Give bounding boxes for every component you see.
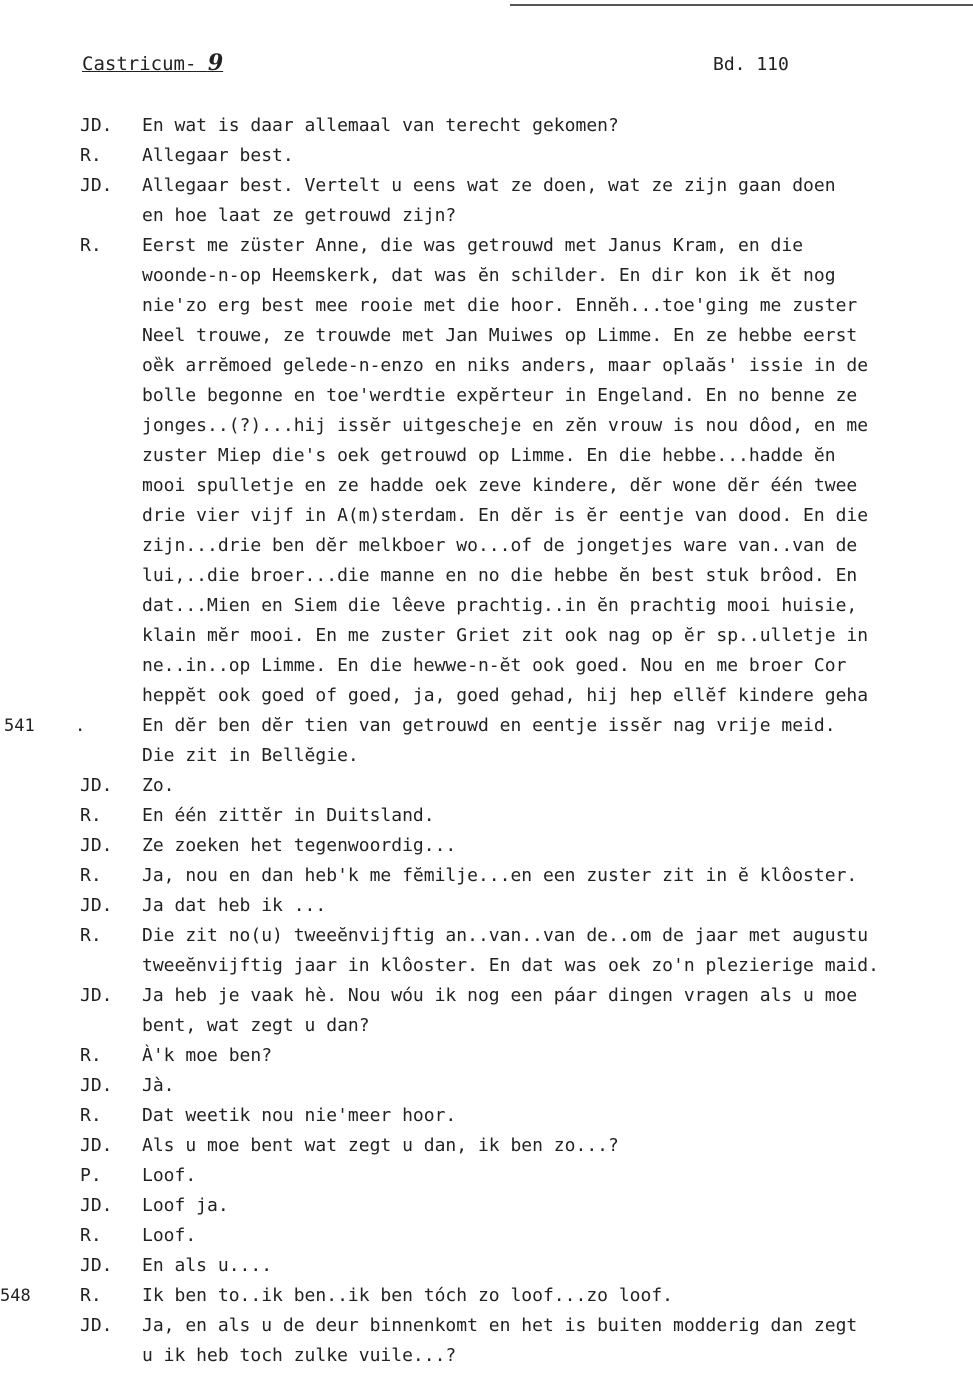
entry-7 bbox=[0, 831, 973, 861]
utterance: Ik ben to..ik ben..ik ben tóch zo loof...zo loof. bbox=[142, 1285, 674, 1306]
entry-5 bbox=[0, 771, 973, 801]
entry-17 bbox=[0, 1191, 973, 1221]
speaker: JD. bbox=[80, 115, 113, 136]
page-number: 9 bbox=[207, 50, 224, 76]
speaker: JD. bbox=[80, 895, 113, 916]
utterance: Ze zoeken het tegenwoordig... bbox=[142, 835, 457, 856]
speaker: JD. bbox=[80, 175, 113, 196]
entry-10 bbox=[0, 921, 973, 981]
utterance: Loof ja. bbox=[142, 1195, 229, 1216]
utterance: Ja heb je vaak hè. Nou wóu ik nog een páar dingen vragen als u moe bent, wat zegt u dan? bbox=[142, 985, 858, 1036]
volume-label: Bd. 110 bbox=[713, 54, 789, 75]
utterance: Allegaar best. bbox=[142, 145, 294, 166]
entry-8 bbox=[0, 861, 973, 891]
utterance: En wat is daar allemaal van terecht gekomen? bbox=[142, 115, 619, 136]
entry-13 bbox=[0, 1071, 973, 1101]
entry-14 bbox=[0, 1101, 973, 1131]
entry-6 bbox=[0, 801, 973, 831]
entry-9 bbox=[0, 891, 973, 921]
utterance: Jà. bbox=[142, 1075, 175, 1096]
speaker: R. bbox=[80, 805, 102, 826]
speaker: R. bbox=[80, 1045, 102, 1066]
speaker: R. bbox=[80, 925, 102, 946]
speaker: JD. bbox=[80, 775, 113, 796]
utterance: À'k moe ben? bbox=[142, 1045, 273, 1066]
margin-number: 541 bbox=[4, 716, 35, 736]
entry-15 bbox=[0, 1131, 973, 1161]
entry-2 bbox=[0, 141, 973, 171]
speaker: JD. bbox=[80, 1075, 113, 1096]
utterance: Allegaar best. Vertelt u eens wat ze doen, wat ze zijn gaan doen en hoe laat ze getrouwd zijn? bbox=[142, 175, 836, 226]
utterance: Ja, en als u de deur binnenkomt en het is buiten modderig dan zegt u ik heb toch zulke vuile...? bbox=[142, 1315, 858, 1366]
speaker: R. bbox=[80, 1225, 102, 1246]
entry-20 bbox=[0, 1281, 973, 1311]
entry-19 bbox=[0, 1251, 973, 1281]
margin-number-541 bbox=[4, 711, 85, 741]
utterance: Zo. bbox=[142, 775, 175, 796]
transcript bbox=[0, 111, 973, 1371]
speaker: JD. bbox=[80, 1135, 113, 1156]
speaker: R. bbox=[80, 145, 102, 166]
speaker: P. bbox=[80, 1165, 102, 1186]
utterance: En één zittĕr in Duitsland. bbox=[142, 805, 435, 826]
entry-1 bbox=[0, 111, 973, 141]
utterance: En als u.... bbox=[142, 1255, 273, 1276]
utterance: Loof. bbox=[142, 1165, 197, 1186]
speaker: R. bbox=[80, 235, 102, 256]
entry-3 bbox=[0, 171, 973, 231]
utterance: Dat weetik nou nie'meer hoor. bbox=[142, 1105, 457, 1126]
entry-16 bbox=[0, 1161, 973, 1191]
speaker: JD. bbox=[80, 835, 113, 856]
utterance: Die zit no(u) tweeĕnvijftig an..van..van de..om de jaar met augustu tweeĕnvijftig jaar in klôoster. En dat was oek zo'n plezierige maid. bbox=[142, 925, 879, 976]
utterance: Loof. bbox=[142, 1225, 197, 1246]
entry-21 bbox=[0, 1311, 973, 1371]
speaker: R. bbox=[80, 1105, 102, 1126]
margin-dot: . bbox=[74, 716, 86, 736]
place-name: Castricum- bbox=[82, 53, 197, 75]
entry-4 bbox=[0, 231, 973, 771]
speaker: R. bbox=[80, 865, 102, 886]
utterance: Als u moe bent wat zegt u dan, ik ben zo...? bbox=[142, 1135, 619, 1156]
speaker: R. bbox=[80, 1285, 102, 1306]
speaker: JD. bbox=[80, 1195, 113, 1216]
utterance: Ja dat heb ik ... bbox=[142, 895, 327, 916]
entry-11 bbox=[0, 981, 973, 1041]
top-rule bbox=[510, 4, 973, 6]
utterance: Ja, nou en dan heb'k me fĕmilje...en een zuster zit in ĕ klôoster. bbox=[142, 865, 858, 886]
speaker: JD. bbox=[80, 1315, 113, 1336]
utterance: Eerst me züster Anne, die was getrouwd met Janus Kram, en die woonde-n-op Heemskerk, dat was ĕn schilder. En dir kon ik ĕt nog nie'zo erg best mee rooie met die hoor. Ennĕh...toe'ging me zuster Neel trouwe, ze trouwde met Jan Muiwes op Limme. En ze hebbe eerst oȅk arrĕmoed gelede-n-enzo en niks anders, maar oplaăs' issie in de bolle begonne en toe'werdtie expĕrteur in Engeland. En no benne ze jonges..(?)...hij issĕr uitgescheje en zĕn vrouw is nou dôod, en me zuster Miep die's oek getrouwd op Limme. En die hebbe...hadde ĕn mooi spulletje en ze hadde oek zeve kindere, dĕr wone dĕr één twee drie vier vijf in A(m)sterdam. En dĕr is ĕr eentje van dood. En die zijn...drie ben dĕr melkboer wo...of de jongetjes ware van..van de lui,..die broer...die manne en no die hebbe ĕn best stuk brôod. En dat...Mien en Siem die lêeve prachtig..in ĕn prachtig mooi huisie, klain mĕr mooi. En me zuster Griet zit ook nag op ĕr sp..ulletje in ne..in..op Limme. En die hewwe-n-ĕt ook goed. Nou en me broer Cor heppĕt ook goed of goed, ja, goed gehad, hij hep ellĕf kindere geha En dĕr ben dĕr tien van getrouwd en eentje issĕr nag vrije meid. Die zit in Bellĕgie. bbox=[142, 235, 869, 766]
speaker: JD. bbox=[80, 1255, 113, 1276]
entry-18 bbox=[0, 1221, 973, 1251]
header-place bbox=[82, 50, 223, 76]
speaker: JD. bbox=[80, 985, 113, 1006]
entry-12 bbox=[0, 1041, 973, 1071]
margin-number-548: 548 bbox=[0, 1286, 31, 1306]
